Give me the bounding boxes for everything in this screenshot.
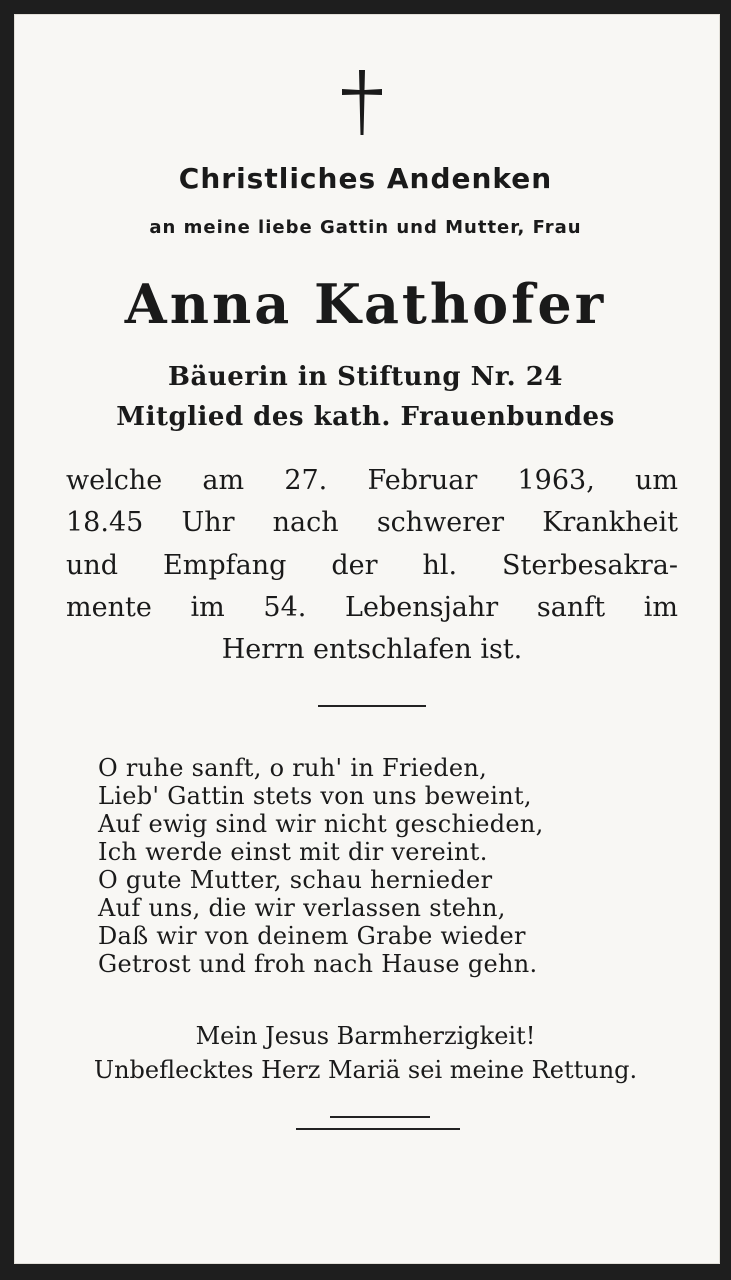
death-notice-line: welche am 27. Februar 1963, um	[66, 465, 678, 496]
death-notice-line: 18.45 Uhr nach schwerer Krankheit	[66, 507, 678, 538]
verse-line: Daß wir von deinem Grabe wieder	[98, 922, 526, 950]
dedication-line: an meine liebe Gattin und Mutter, Frau	[149, 217, 582, 238]
membership-line: Mitglied des kath. Frauenbundes	[116, 402, 615, 432]
verse-line: Auf uns, die wir verlassen stehn,	[98, 894, 506, 922]
verse-line: Getrost und froh nach Hause gehn.	[98, 950, 538, 978]
death-notice-line: und Empfang der hl. Sterbesakra-	[66, 550, 678, 581]
verse-line: O gute Mutter, schau hernieder	[98, 866, 493, 894]
occupation-line: Bäuerin in Stiftung Nr. 24	[168, 362, 563, 392]
divider	[318, 705, 426, 707]
deceased-name: Anna Kathofer	[124, 272, 607, 336]
verse-line: Auf ewig sind wir nicht geschieden,	[98, 810, 544, 838]
divider	[296, 1128, 460, 1130]
card-heading: Christliches Andenken	[178, 162, 553, 195]
death-notice-line: Herrn entschlafen ist.	[221, 634, 523, 665]
verse-line: Lieb' Gattin stets von uns beweint,	[98, 782, 532, 810]
prayer-line: Unbeflecktes Herz Mariä sei meine Rettung.	[93, 1056, 638, 1084]
cross-icon	[340, 68, 384, 138]
verse-line: Ich werde einst mit dir vereint.	[98, 838, 488, 866]
verse-line: O ruhe sanft, o ruh' in Frieden,	[98, 754, 488, 782]
divider	[330, 1116, 430, 1118]
prayer-line: Mein Jesus Barmherzigkeit!	[195, 1022, 536, 1050]
death-notice-line: mente im 54. Lebensjahr sanft im	[66, 592, 678, 623]
